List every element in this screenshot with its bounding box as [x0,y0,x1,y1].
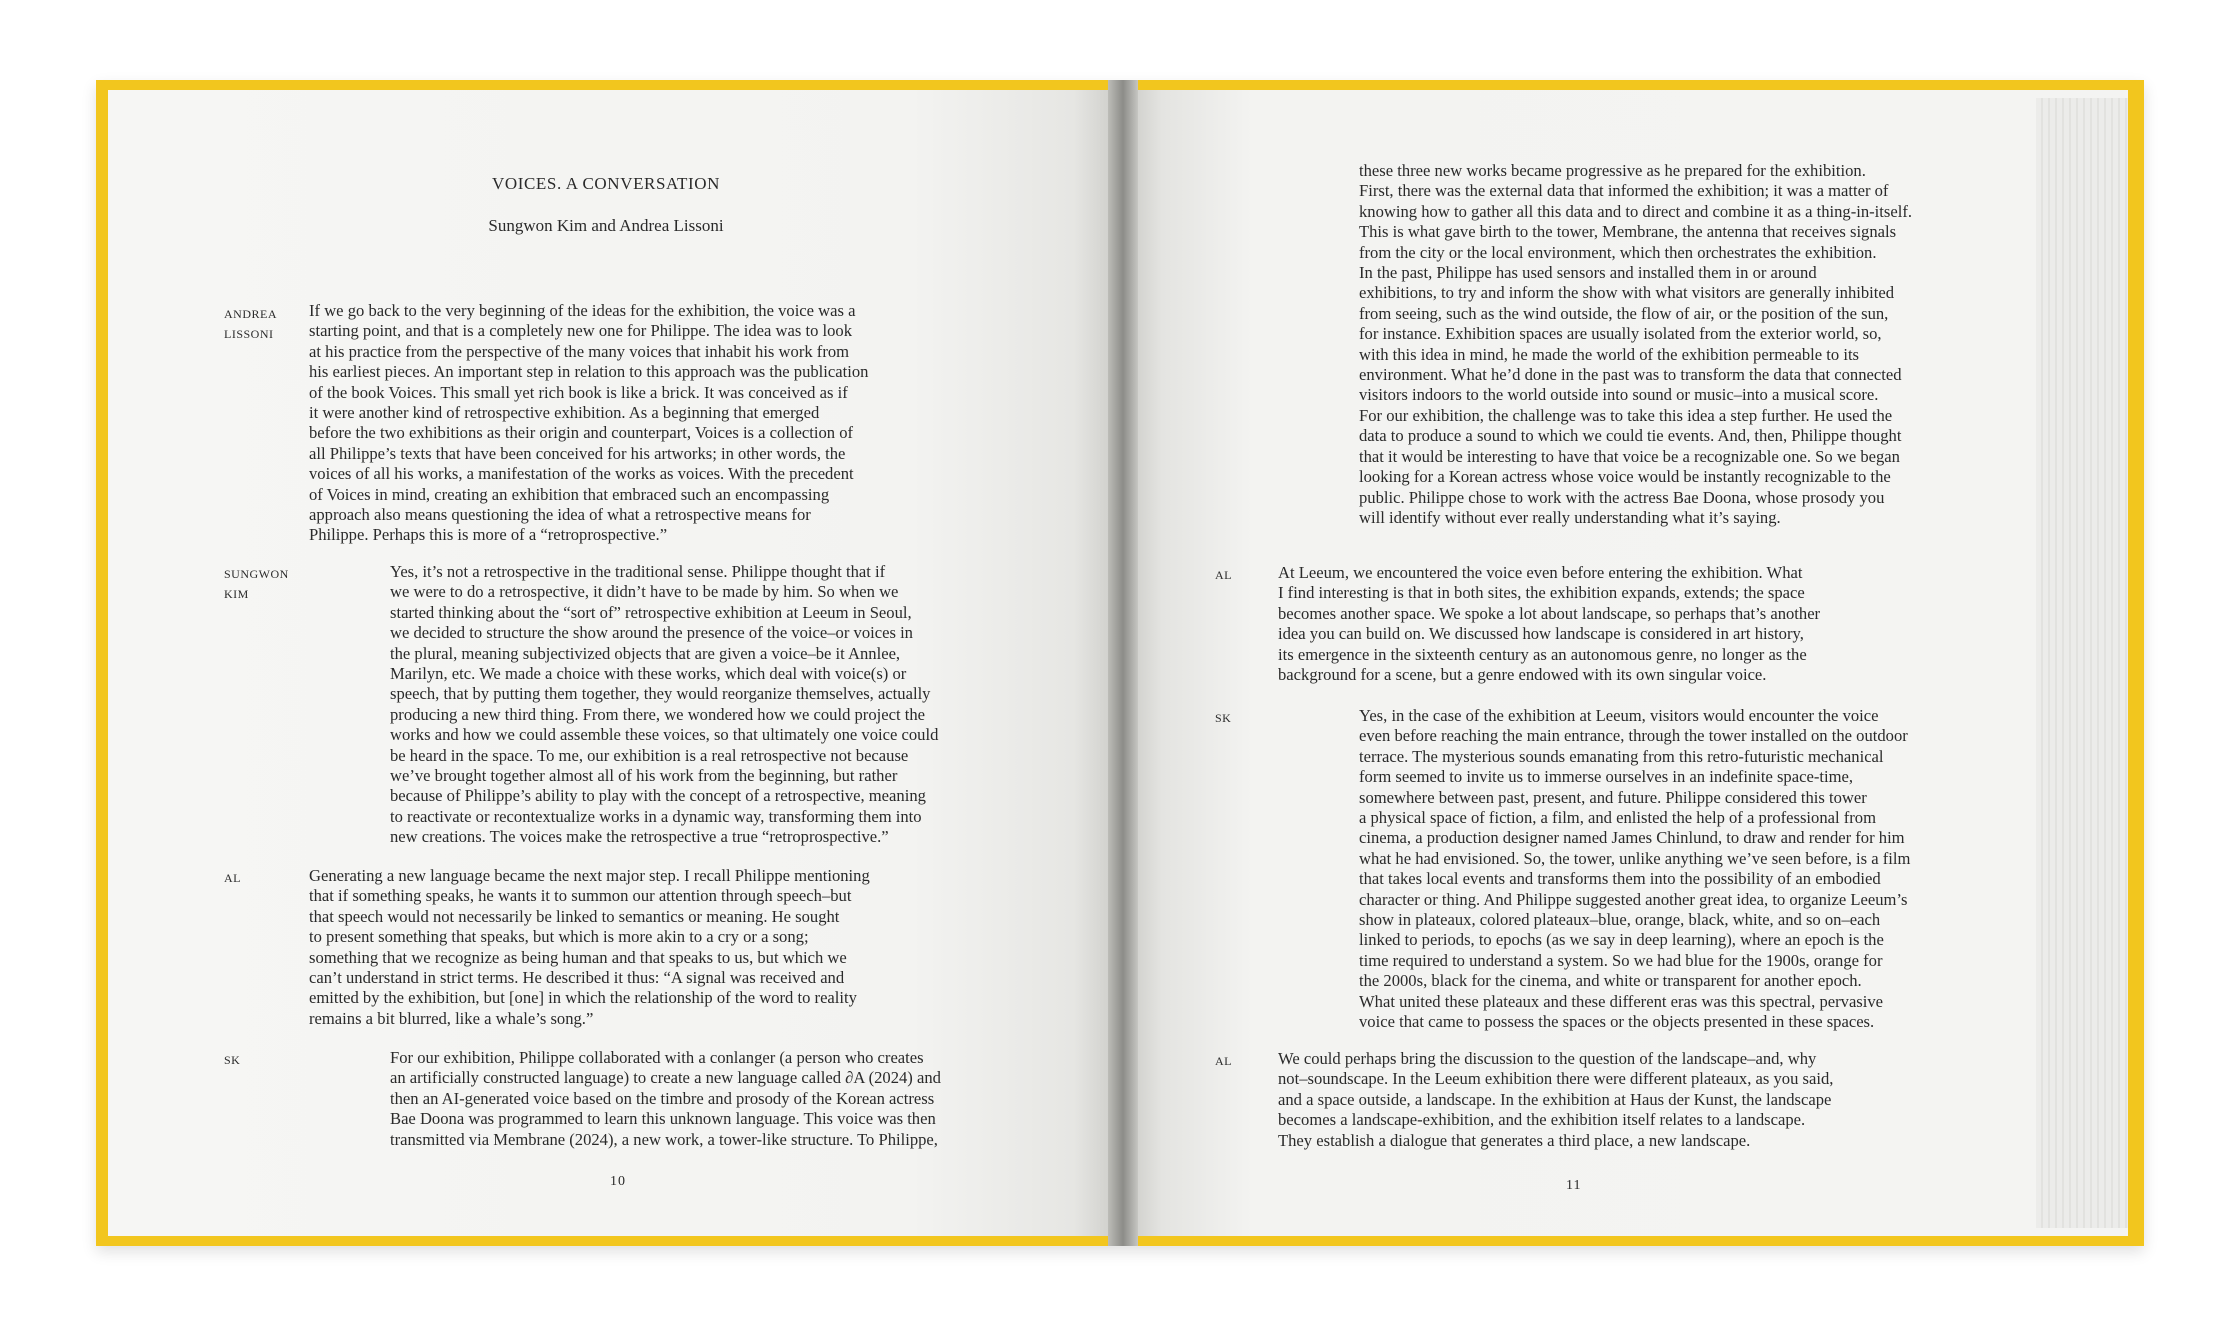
text-line: I find interesting is that in both sites, the exhibition expands, extends; the space [1278,583,1805,603]
open-book [96,80,2144,1246]
speaker-label-line: LISSONI [224,327,274,341]
text-line: transmitted via Membrane (2024), a new work, a tower-like structure. To Philippe, [390,1129,938,1149]
text-line: producing a new third thing. From there, we wondered how we could project the [390,704,926,724]
text-line: of the book Voices. This small yet rich book is like a brick. It was conceived as if [309,382,848,402]
text-line: Philippe. Perhaps this is more of a “retroprospective.” [309,525,668,545]
page-number: 11 [1566,1178,1582,1193]
text-line: even before reaching the main entrance, through the tower installed on the outdoor [1359,726,1908,746]
dialogue-paragraph [309,301,868,546]
text-line: that speech would not necessarily be linked to semantics or meaning. He sought [309,906,840,926]
text-line: voice that came to possess the spaces or the objects presented in these spaces. [1359,1012,1875,1032]
dialogue-paragraph [390,562,938,848]
text-line: that takes local events and transforms them into the possibility of an embodied [1359,869,1881,889]
text-line: for instance. Exhibition spaces are usually isolated from the exterior world, so, [1359,324,1882,344]
text-line: What united these plateaux and these different eras was this spectral, pervasive [1359,991,1884,1011]
text-line: approach also means questioning the idea of what a retrospective means for [309,505,811,525]
text-line: we’ve brought together almost all of his work from the beginning, but rather [390,766,898,786]
text-line: Yes, in the case of the exhibition at Leeum, visitors would encounter the voice [1359,706,1879,725]
text-line: somewhere between past, present, and future. Philippe considered this tower [1359,787,1867,807]
speaker-label [224,304,277,344]
speaker-label [224,564,289,604]
page-number: 10 [610,1174,626,1189]
text-line: Marilyn, etc. We made a choice with these works, which deal with voice(s) or [390,664,907,684]
text-line: we were to do a retrospective, it didn’t have to be made by him. So when we [390,582,899,602]
text-line: If we go back to the very beginning of the ideas for the exhibition, the voice was a [309,301,856,320]
text-line: from seeing, such as the wind outside, the flow of air, or the position of the sun, [1359,303,1889,323]
dialogue-paragraph [1278,563,1820,685]
text-line: will identify without ever really understanding what it’s saying. [1359,507,1781,527]
dialogue-paragraph [1278,1049,1833,1151]
text-line: to reactivate or recontextualize works in a dynamic way, transforming them into [390,806,922,826]
text-line: speech, that by putting them together, they would reorganize themselves, actually [390,684,931,704]
text-line: starting point, and that is a completely new one for Philippe. The idea was to look [309,321,853,341]
text-line: what he had envisioned. So, the tower, unlike anything we’ve seen before, is a film [1359,848,1911,868]
text-line: voices of all his works, a manifestation of the works as voices. With the precedent [309,464,854,484]
text-line: They establish a dialogue that generates a third place, a new landscape. [1278,1130,1751,1150]
dialogue-paragraph [1359,161,1912,528]
speaker-label [224,1050,240,1070]
speaker-label-line: SUNGWON [224,567,289,581]
text-line: because of Philippe’s ability to play with the concept of a retrospective, meaning [390,786,926,806]
text-line: remains a bit blurred, like a whale’s song.” [309,1008,594,1028]
text-line: Yes, it’s not a retrospective in the traditional sense. Philippe thought that if [390,562,886,581]
text-line: becomes a landscape-exhibition, and the exhibition itself relates to a landscape. [1278,1110,1806,1130]
text-line: environment. What he’d done in the past was to transform the data that connected [1359,365,1902,385]
dialogue-paragraph [309,866,870,1029]
text-line: with this idea in mind, he made the world of the exhibition permeable to its [1359,344,1860,364]
text-line: not–soundscape. In the Leeum exhibition there were different plateaux, as you said, [1278,1069,1834,1089]
text-line: at his practice from the perspective of the many voices that inhabit his work from [309,341,850,361]
text-line: linked to periods, to epochs (as we say in deep learning), where an epoch is the [1359,930,1884,950]
dialogue-paragraph [390,1048,941,1150]
text-line: knowing how to gather all this data and to direct and combine it as a thing-in-itself. [1359,201,1912,221]
dialogue-paragraph [1359,706,1910,1033]
text-line: Bae Doona was programmed to learn this unknown language. This voice was then [390,1109,936,1129]
text-line: then an AI-generated voice based on the timbre and prosody of the Korean actress [390,1088,935,1108]
text-line: form seemed to invite us to immerse ourselves in an indefinite space-time, [1359,767,1853,787]
text-line: the plural, meaning subjectivized objects that are given a voice–be it Annlee, [390,643,901,663]
text-line: At Leeum, we encountered the voice even before entering the exhibition. What [1278,563,1803,582]
text-line: can’t understand in strict terms. He described it thus: “A signal was received and [309,968,845,988]
page-edges [2036,98,2128,1228]
text-line: a physical space of fiction, a film, and enlisted the help of a professional from [1359,808,1877,828]
page-title: VOICES. A CONVERSATION [491,174,721,193]
text-line: For our exhibition, the challenge was to take this idea a step further. He used the [1359,405,1893,425]
text-line: We could perhaps bring the discussion to the question of the landscape–and, why [1278,1049,1817,1068]
speaker-label-line: AL [1215,1054,1232,1068]
text-line: data to produce a sound to which we could tie events. And, then, Philippe thought [1359,426,1902,446]
book-gutter [1108,80,1138,1246]
right-page [1132,90,2128,1236]
text-line: that if something speaks, he wants it to summon our attention through speech–but [309,886,852,906]
text-line: idea you can build on. We discussed how landscape is considered in art history, [1278,624,1804,644]
text-line: emitted by the exhibition, but [one] in which the relationship of the word to reality [309,988,857,1008]
text-line: looking for a Korean actress whose voice would be instantly recognizable to the [1359,467,1891,487]
text-line: This is what gave birth to the tower, Membrane, the antenna that receives signals [1359,222,1897,242]
text-line: to present something that speaks, but which is more akin to a cry or a song; [309,927,809,947]
speaker-label [1215,565,1232,585]
speaker-label-line: AL [224,871,241,885]
authors-line: Sungwon Kim and Andrea Lissoni [488,216,724,235]
text-line: exhibitions, to try and inform the show with what visitors are generally inhibited [1359,283,1895,303]
text-line: before the two exhibitions as their origin and counterpart, Voices is a collection of [309,423,854,443]
text-line: the 2000s, black for the cinema, and white or transparent for another epoch. [1359,971,1862,991]
speaker-label-line: AL [1215,568,1232,582]
text-line: all Philippe’s texts that have been conceived for his artworks; in other words, the [309,443,846,463]
text-line: that it would be interesting to have that voice be a recognizable one. So we began [1359,446,1900,466]
text-line: started thinking about the “sort of” retrospective exhibition at Leeum in Seoul, [390,602,912,622]
text-line: First, there was the external data that informed the exhibition; it was a matter of [1359,181,1889,201]
text-line: show in plateaux, colored plateaux–blue, orange, black, white, and so on–each [1359,910,1881,930]
text-line: and a space outside, a landscape. In the exhibition at Haus der Kunst, the landscape [1278,1089,1832,1109]
text-line: be heard in the space. To me, our exhibition is a real retrospective not because [390,745,909,765]
speaker-label-line: SK [1215,711,1232,725]
speaker-label-line: ANDREA [224,307,277,321]
text-line: becomes another space. We spoke a lot about landscape, so perhaps that’s another [1278,603,1821,623]
text-line: character or thing. And Philippe suggested another great idea, to organize Leeum’s [1359,889,1908,909]
text-line: cinema, a production designer named James Chinlund, to draw and render for him [1359,828,1905,848]
text-line: public. Philippe chose to work with the actress Bae Doona, whose prosody you [1359,487,1885,507]
text-line: Generating a new language became the next major step. I recall Philippe mentioning [309,866,870,885]
speaker-label-line: SK [224,1053,241,1067]
text-line: its emergence in the sixteenth century as an autonomous genre, no longer as the [1278,644,1807,664]
text-line: these three new works became progressive as he prepared for the exhibition. [1359,161,1866,180]
text-line: In the past, Philippe has used sensors and installed them in or around [1359,263,1817,283]
text-line: something that we recognize as being human and that speaks to us, but which we [309,947,847,967]
speaker-label-line: KIM [224,587,249,601]
text-line: new creations. The voices make the retrospective a true “retroprospective.” [390,827,889,847]
speaker-label [224,868,241,888]
text-line: background for a scene, but a genre endowed with its own singular voice. [1278,665,1767,685]
text-line: terrace. The mysterious sounds emanating from this retro-futuristic mechanical [1359,746,1884,766]
text-line: time required to understand a system. So we had blue for the 1900s, orange for [1359,950,1883,970]
speaker-label [1215,708,1231,728]
text-line: it were another kind of retrospective exhibition. As a beginning that emerged [309,403,820,423]
speaker-label [1215,1051,1232,1071]
text-line: an artificially constructed language) to create a new language called ∂A (2024) and [390,1068,941,1088]
text-line: from the city or the local environment, which then orchestrates the exhibition. [1359,242,1877,262]
text-line: his earliest pieces. An important step in relation to this approach was the publication [309,362,869,382]
text-line: visitors indoors to the world outside into sound or music–into a musical score. [1359,385,1879,405]
text-line: of Voices in mind, creating an exhibition that embraced such an encompassing [309,484,830,504]
left-page [108,90,1114,1236]
text-line: we decided to structure the show around the presence of the voice–or voices in [390,623,913,643]
text-line: works and how we could assemble these voices, so that ultimately one voice could [390,725,939,745]
text-line: For our exhibition, Philippe collaborated with a conlanger (a person who creates [390,1048,924,1067]
